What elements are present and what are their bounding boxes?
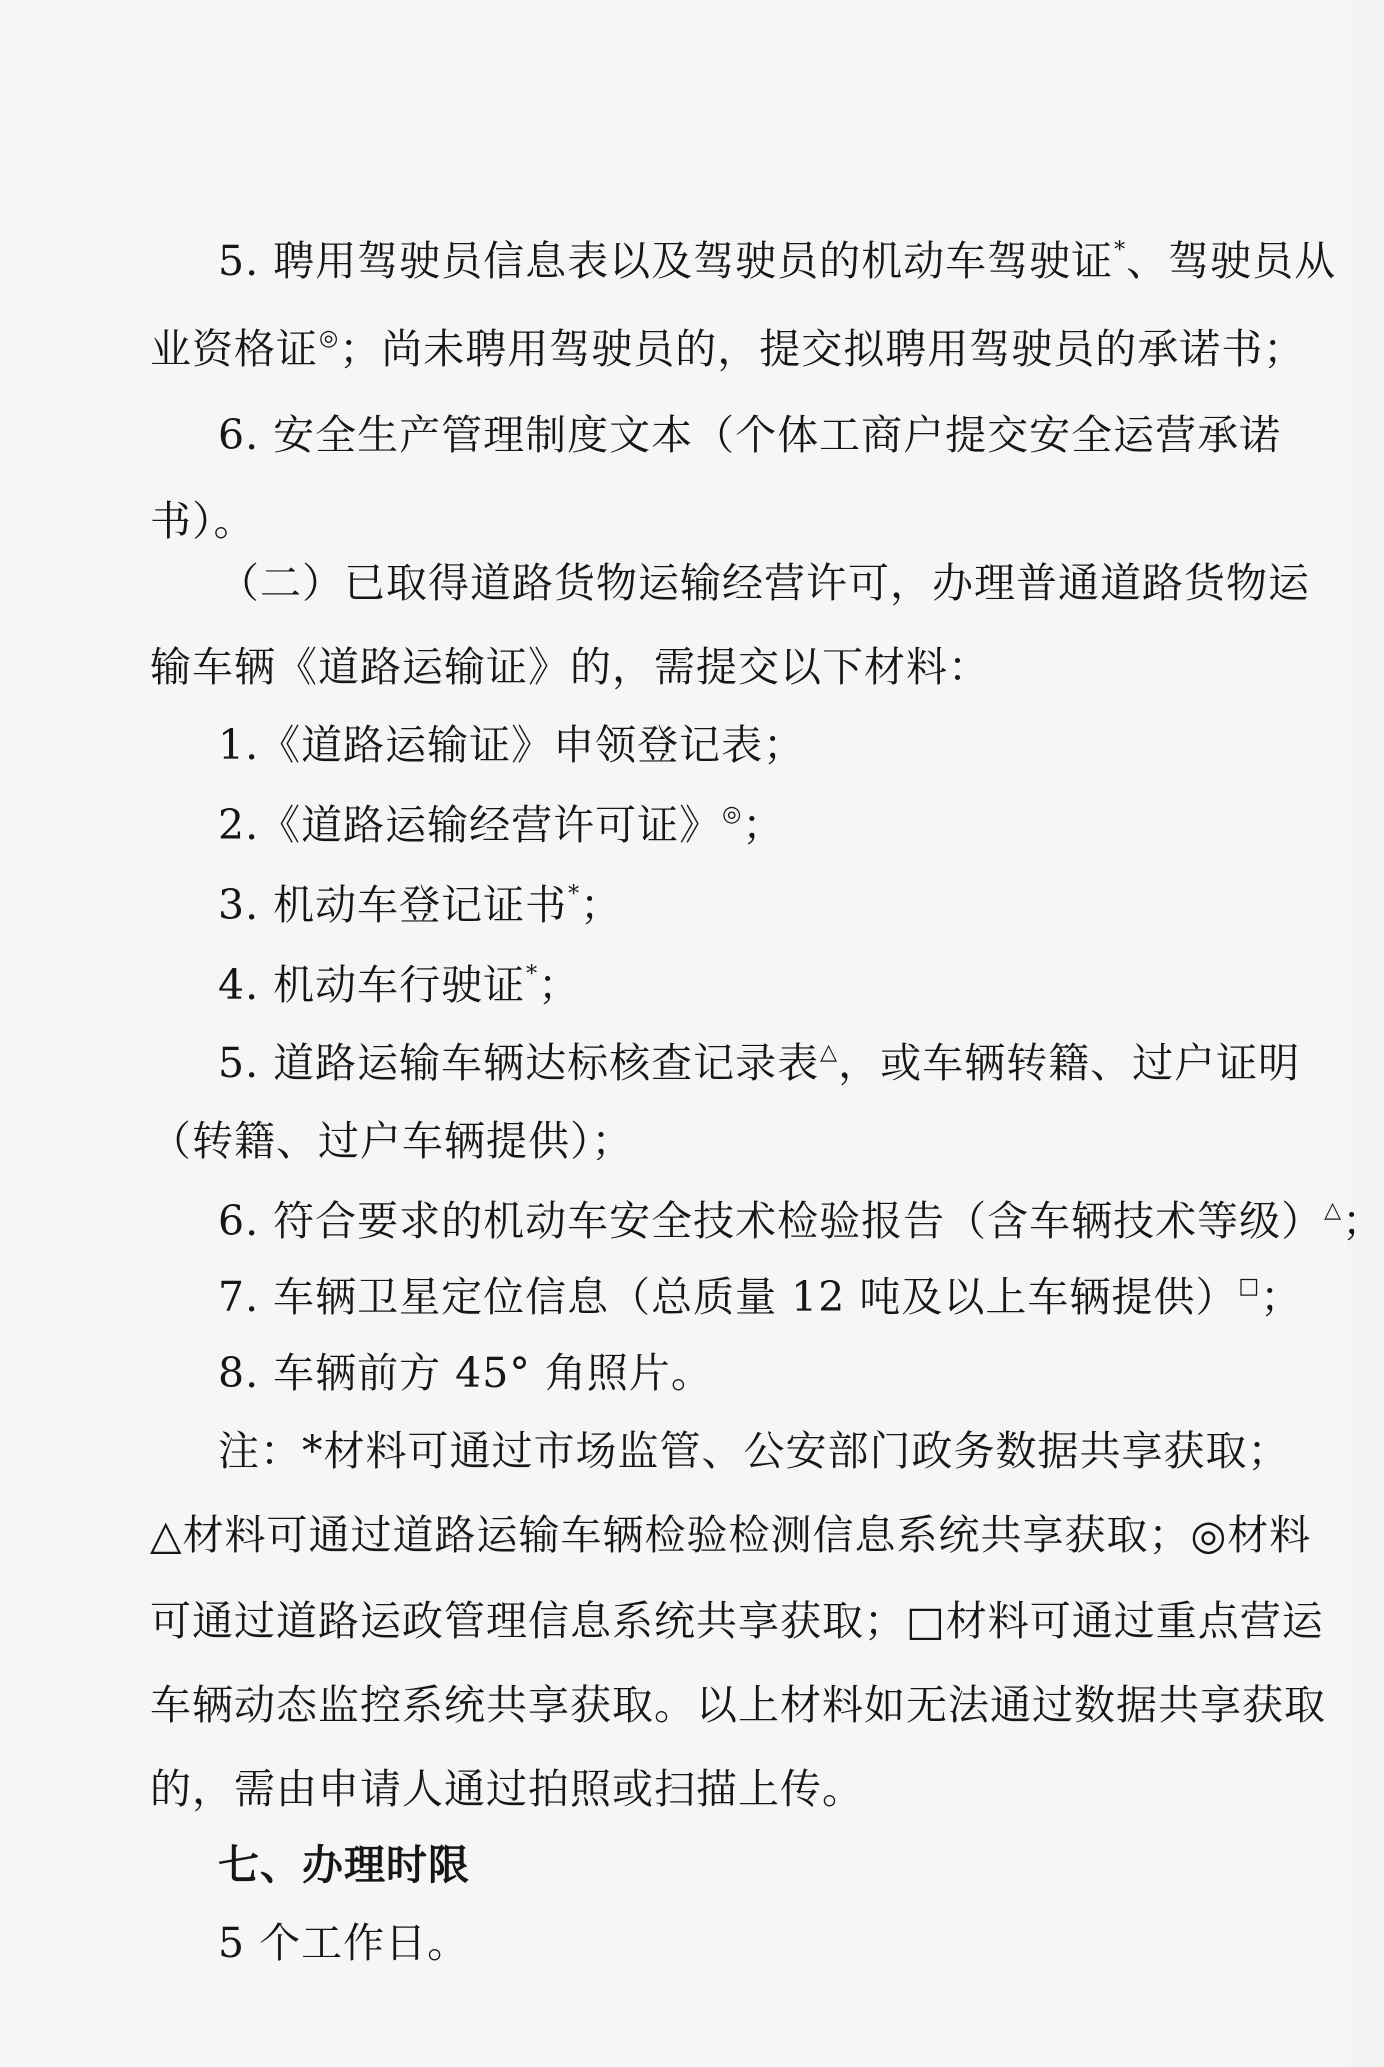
doc-line-21-text: 七、办理时限 [218, 1841, 470, 1889]
doc-line-10-text: 4. 机动车行驶证 [218, 961, 526, 1009]
doc-line-8-tail: ； [742, 801, 785, 849]
doc-line-13 [218, 1188, 1384, 1247]
doc-line-4 [150, 488, 256, 547]
doc-line-11-text: 5. 道路运输车辆达标核查记录表 [218, 1039, 820, 1087]
doc-line-16 [218, 1418, 1290, 1477]
doc-line-15 [218, 1340, 713, 1399]
doc-line-5-text: （二）已取得道路货物运输经营许可，办理普通道路货物运 [218, 559, 1310, 607]
doc-line-19-text: 车辆动态监控系统共享获取。以上材料如无法通过数据共享获取 [150, 1681, 1326, 1729]
doc-line-2-tail: ；尚未聘用驾驶员的，提交拟聘用驾驶员的承诺书； [339, 325, 1306, 373]
doc-line-3-text: 6. 安全生产管理制度文本（个体工商户提交安全运营承诺 [218, 411, 1282, 459]
doc-line-22-text: 5 个工作日。 [218, 1919, 470, 1967]
doc-line-15-text: 8. 车辆前方 45° 角照片。 [218, 1349, 713, 1397]
doc-line-16-text: 注：*材料可通过市场监管、公安部门政务数据共享获取； [218, 1427, 1290, 1475]
doc-line-9-tail: ； [580, 881, 623, 929]
doc-line-20-text: 的，需由申请人通过拍照或扫描上传。 [150, 1765, 864, 1813]
doc-line-8-text: 2.《道路运输经营许可证》 [218, 801, 722, 849]
doc-line-14 [218, 1264, 1302, 1323]
doc-line-22 [218, 1910, 469, 1969]
doc-line-13-mark: △ [1324, 1198, 1343, 1223]
doc-line-13-text: 6. 符合要求的机动车安全技术检验报告（含车辆技术等级） [218, 1197, 1324, 1245]
doc-line-12-text: （转籍、过户车辆提供）； [150, 1117, 634, 1165]
doc-line-11 [218, 1030, 1300, 1089]
doc-line-1-mark: * [1114, 238, 1127, 263]
doc-line-14-tail: ； [1260, 1273, 1303, 1321]
doc-line-8-mark: ◎ [722, 802, 743, 827]
doc-line-8 [218, 792, 784, 851]
doc-line-6-text: 输车辆《道路运输证》的，需提交以下材料： [150, 643, 990, 691]
doc-line-19 [150, 1672, 1326, 1731]
doc-line-9 [218, 872, 622, 931]
doc-line-4-text: 书）。 [150, 497, 256, 545]
doc-line-17 [150, 1502, 1311, 1561]
doc-line-11-mark: △ [820, 1040, 839, 1065]
doc-line-6 [150, 634, 990, 693]
doc-line-1-tail: 、驾驶员从 [1126, 237, 1337, 285]
doc-line-7-text: 1.《道路运输证》申领登记表； [218, 721, 806, 769]
doc-line-7 [218, 712, 805, 771]
doc-line-11-tail: ，或车辆转籍、过户证明 [838, 1039, 1301, 1087]
doc-line-14-text: 7. 车辆卫星定位信息（总质量 12 吨及以上车辆提供） [218, 1273, 1238, 1321]
doc-line-9-text: 3. 机动车登记证书 [218, 881, 568, 929]
doc-line-14-mark: □ [1238, 1274, 1261, 1299]
doc-line-2-mark: ◎ [319, 326, 340, 351]
doc-line-2-text: 业资格证 [150, 325, 318, 373]
doc-line-1 [218, 228, 1336, 287]
doc-line-20 [150, 1756, 864, 1815]
doc-line-18 [150, 1588, 1324, 1647]
doc-line-5 [218, 550, 1310, 609]
doc-line-9-mark: * [568, 882, 581, 907]
doc-line-10 [218, 952, 580, 1011]
doc-line-2 [150, 316, 1305, 375]
section-heading-processing-time [218, 1832, 470, 1891]
doc-line-1-text: 5. 聘用驾驶员信息表以及驾驶员的机动车驾驶证 [218, 237, 1114, 285]
doc-line-10-tail: ； [538, 961, 581, 1009]
doc-line-18-text: 可通过道路运政管理信息系统共享获取；□材料可通过重点营运 [150, 1597, 1324, 1645]
doc-line-13-tail: ； [1342, 1197, 1384, 1245]
doc-line-3 [218, 402, 1281, 461]
doc-line-17-text: △材料可通过道路运输车辆检验检测信息系统共享获取；◎材料 [150, 1511, 1312, 1559]
doc-line-10-mark: * [526, 962, 539, 987]
doc-line-12 [150, 1108, 634, 1167]
